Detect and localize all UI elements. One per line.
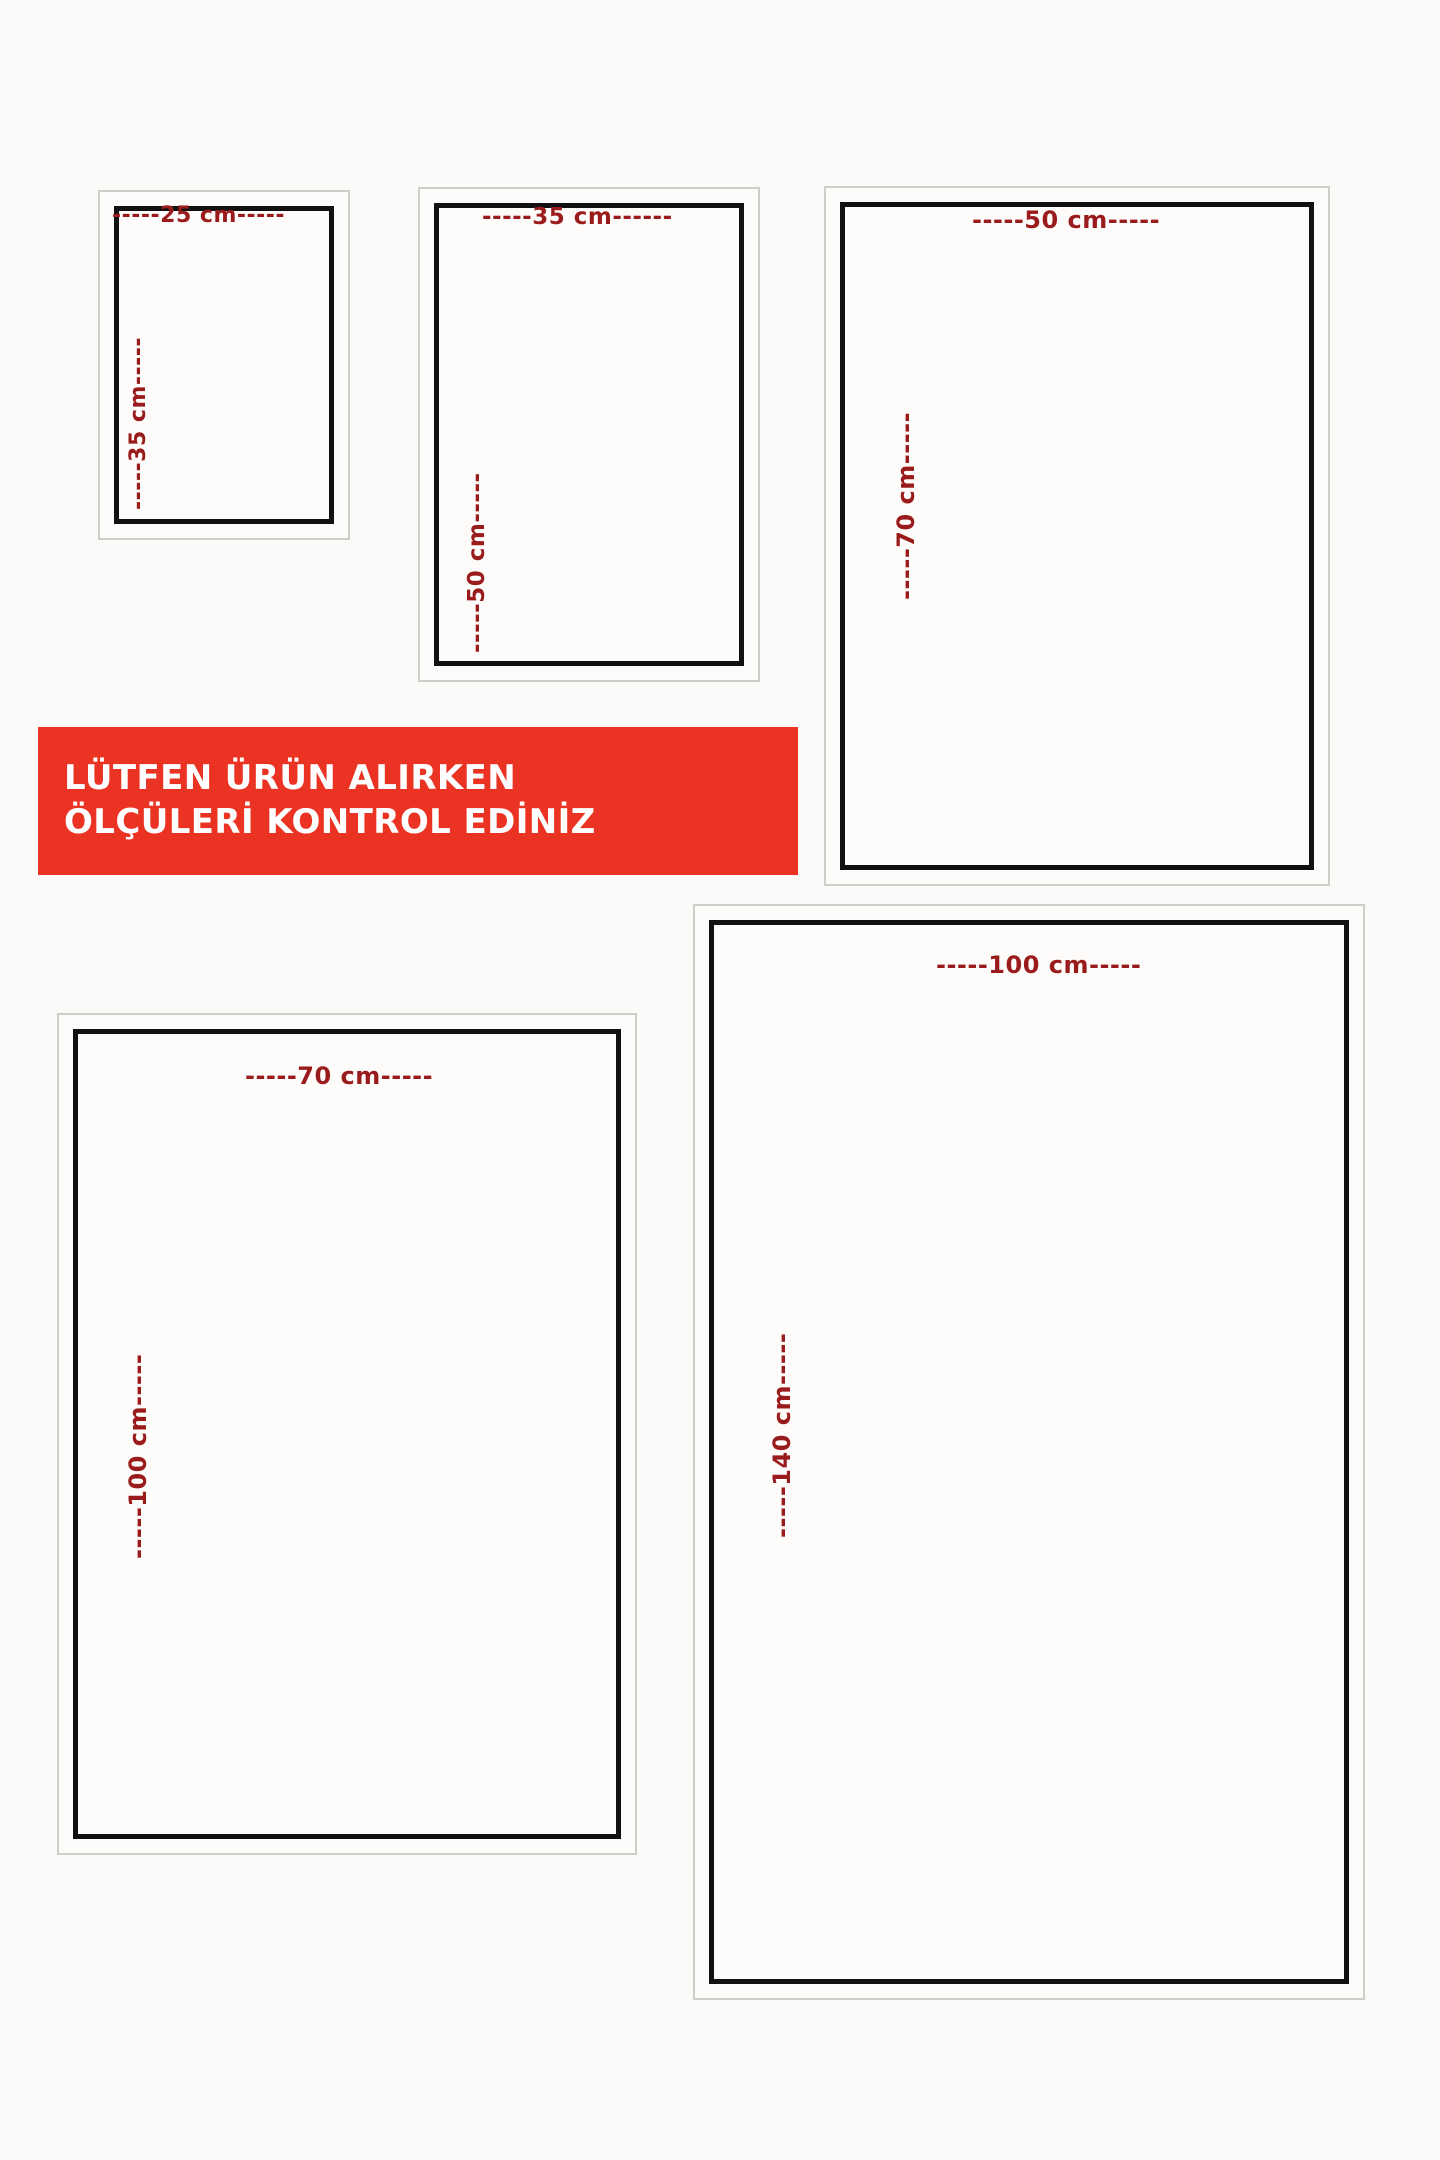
frame-100x140-height-label: -----140 cm----- bbox=[768, 1332, 796, 1538]
frame-35x50-width-label: -----35 cm------ bbox=[482, 204, 673, 230]
frame-100x140-width-label: -----100 cm----- bbox=[936, 951, 1142, 979]
frame-25x35-width-label: -----25 cm----- bbox=[112, 203, 286, 228]
frame-100x140-inner bbox=[709, 920, 1349, 1984]
frame-50x70-width-label: -----50 cm----- bbox=[972, 206, 1161, 234]
frame-70x100-height-label: -----100 cm----- bbox=[124, 1353, 152, 1559]
frame-70x100-inner bbox=[73, 1029, 621, 1839]
warning-banner bbox=[38, 727, 798, 875]
warning-banner-line-1: LÜTFEN ÜRÜN ALIRKEN bbox=[64, 758, 517, 799]
warning-banner-line-2: ÖLÇÜLERİ KONTROL EDİNİZ bbox=[64, 802, 596, 842]
frame-35x50-height-label: -----50 cm----- bbox=[464, 472, 490, 653]
frame-50x70-height-label: -----70 cm----- bbox=[892, 411, 920, 600]
frame-70x100-width-label: -----70 cm----- bbox=[245, 1062, 434, 1090]
frame-25x35-height-label: -----35 cm----- bbox=[126, 336, 151, 510]
